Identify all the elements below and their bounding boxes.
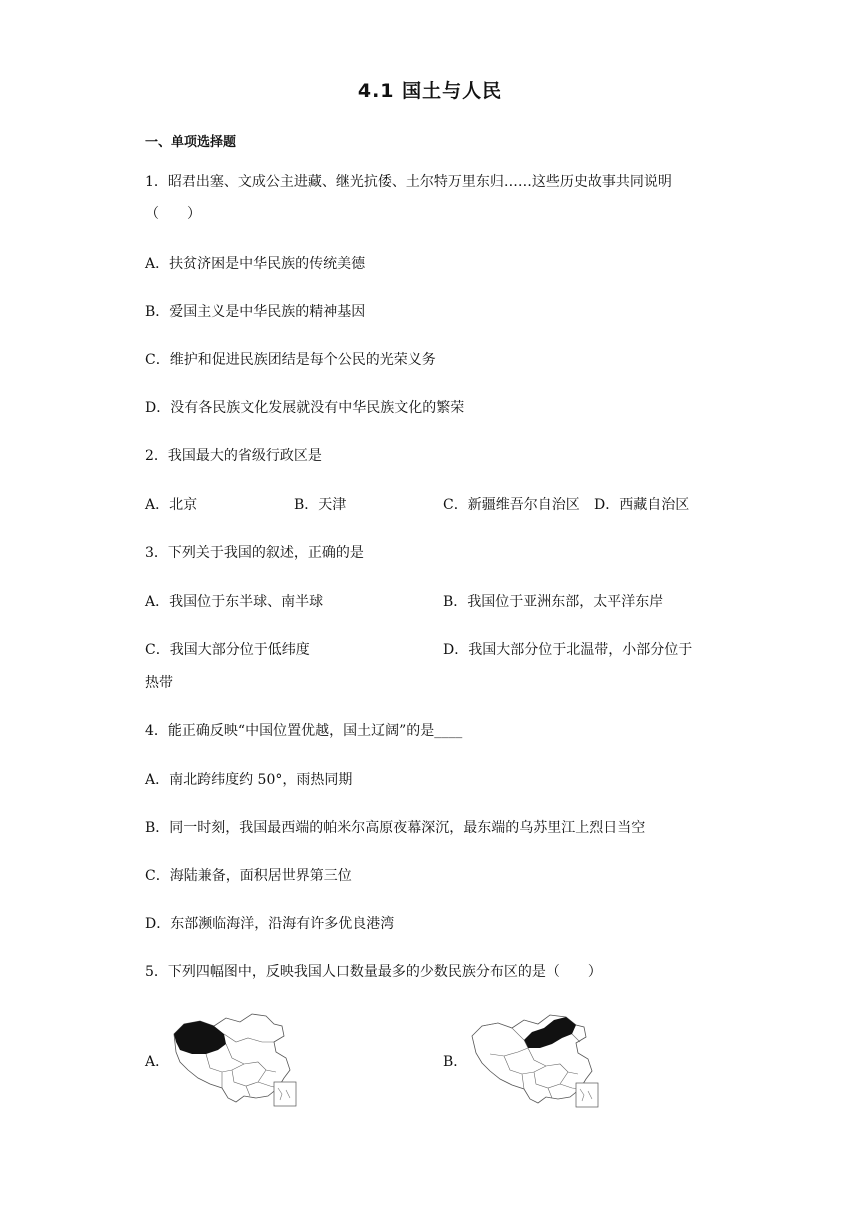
question-3-option-a: A．我国位于东半球、南半球 xyxy=(145,594,324,610)
question-2-option-a: A．北京 xyxy=(145,497,198,513)
question-3-option-c: C．我国大部分位于低纬度 xyxy=(145,642,310,658)
page-title: 4.1 国土与人民 xyxy=(357,80,503,102)
question-4-stem: 4．能正确反映“中国位置优越，国土辽阔”的是____ xyxy=(145,723,463,739)
question-2-stem: 2．我国最大的省级行政区是 xyxy=(145,448,322,464)
question-2-option-d: D．西藏自治区 xyxy=(594,497,690,513)
china-map-b-image xyxy=(468,1012,608,1109)
question-4-option-a: A．南北跨纬度约 50°，雨热同期 xyxy=(145,772,353,788)
question-4-option-b: B．同一时刻，我国最西端的帕米尔高原夜幕深沉，最东端的乌苏里江上烈日当空 xyxy=(145,820,646,836)
question-1-stem: 1．昭君出塞、文成公主进藏、继光抗倭、土尔特万里东归……这些历史故事共同说明 xyxy=(145,174,672,190)
question-1-option-a: A．扶贫济困是中华民族的传统美德 xyxy=(145,256,366,272)
question-5-option-b: B． xyxy=(443,1054,468,1070)
question-3-option-d: D．我国大部分位于北温带，小部分位于 xyxy=(443,642,693,658)
section-heading: 一、单项选择题 xyxy=(145,135,237,150)
question-4-option-c: C．海陆兼备，面积居世界第三位 xyxy=(145,868,352,884)
question-3-option-b: B．我国位于亚洲东部，太平洋东岸 xyxy=(443,594,664,610)
question-1-option-b: B．爱国主义是中华民族的精神基因 xyxy=(145,304,366,320)
question-2-option-c: C．新疆维吾尔自治区 xyxy=(443,497,580,513)
question-1-option-c: C．维护和促进民族团结是每个公民的光荣义务 xyxy=(145,352,436,368)
question-3-stem: 3．下列关于我国的叙述，正确的是 xyxy=(145,545,364,561)
question-5-stem: 5．下列四幅图中，反映我国人口数量最多的少数民族分布区的是（ ） xyxy=(145,964,602,980)
question-5-option-a: A． xyxy=(145,1054,170,1070)
question-3-option-d-cont: 热带 xyxy=(145,675,173,691)
question-1-option-d: D．没有各民族文化发展就没有中华民族文化的繁荣 xyxy=(145,400,465,416)
question-1-stem-cont: （ ） xyxy=(145,206,201,222)
question-4-option-d: D．东部濒临海洋，沿海有许多优良港湾 xyxy=(145,916,395,932)
china-map-a-image xyxy=(170,1012,305,1109)
question-2-option-b: B．天津 xyxy=(294,497,347,513)
